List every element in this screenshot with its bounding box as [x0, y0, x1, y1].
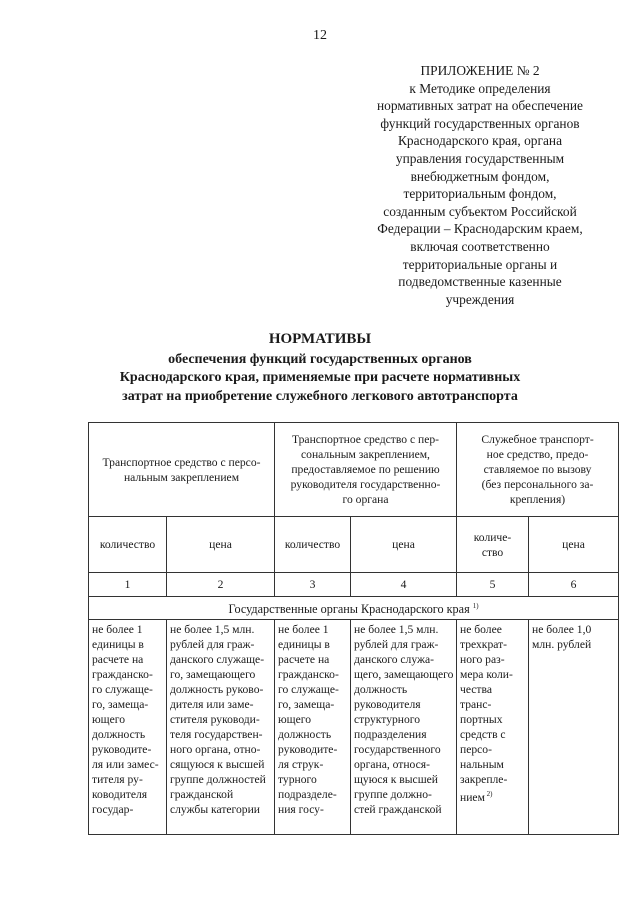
appendix-line: учреждения — [445, 291, 515, 307]
subheader-price — [529, 517, 619, 573]
cell-line: го, замеща- — [92, 698, 149, 712]
cell-line: ющего — [278, 713, 311, 727]
cell-line: транс- — [460, 698, 492, 712]
cell-line: ного раз- — [460, 653, 505, 667]
subheader-line: количе- — [473, 530, 512, 544]
cell-line: персо- — [460, 743, 492, 757]
cell-line: нальным — [460, 758, 504, 772]
cell-line: единицы в — [278, 638, 330, 652]
cell-line: ля струк- — [278, 758, 324, 772]
cell-quantity-by-decision — [275, 620, 351, 835]
subheader-quantity — [457, 517, 529, 573]
appendix-line: Краснодарского края, органа — [397, 133, 563, 149]
cell-line: государственного — [354, 743, 441, 757]
cell-line: щуюся к высшей — [354, 773, 438, 787]
subheader-line: цена — [392, 538, 415, 551]
subheader-line: количество — [284, 538, 341, 551]
cell-line: органа, относя- — [354, 758, 430, 772]
cell-line: чества — [460, 683, 492, 697]
column-number: 6 — [529, 573, 619, 597]
cell-line: подразделения — [354, 728, 427, 742]
cell-line: средств с — [460, 728, 506, 742]
subheader-line: цена — [209, 538, 232, 551]
column-number: 4 — [351, 573, 457, 597]
cell-line: не более 1,5 млн. — [170, 623, 255, 637]
appendix-line: территориальным фондом, — [403, 186, 557, 202]
cell-quantity-on-call — [457, 620, 529, 835]
cell-line: портных — [460, 713, 503, 727]
cell-line: не более 1,5 млн. — [354, 623, 439, 637]
column-number: 1 — [89, 573, 167, 597]
group-header-line: Служебное транспорт- — [481, 433, 594, 446]
cell-line: сящуюся к высшей — [170, 758, 265, 772]
cell-line: должность — [278, 728, 332, 742]
cell-line: службы категории — [170, 803, 261, 817]
cell-line: не более 1 — [278, 623, 329, 637]
cell-line: трехкрат- — [460, 638, 508, 652]
cell-line: го служаще- — [278, 683, 339, 697]
group-header-line: предоставляемое по решению — [291, 463, 440, 476]
group-header-personal — [89, 423, 275, 517]
cell-line: рублей для граж- — [354, 638, 439, 652]
title-line: обеспечения функций государственных органов — [168, 351, 472, 367]
title-line: затрат на приобретение служебного легкового автотранспорта — [122, 388, 518, 404]
document-title — [0, 330, 640, 406]
title-line: Краснодарского края, применяемые при расчете нормативных — [119, 370, 521, 385]
cell-line: закрепле- — [460, 773, 508, 787]
cell-line: ющего — [92, 713, 125, 727]
cell-footnote-mark: 2) — [484, 790, 493, 799]
cell-line: нием $^{2)}$ — [460, 790, 493, 804]
cell-line: теля государствен- — [170, 728, 263, 742]
cell-line: группе должностей — [170, 773, 266, 787]
subheader-line: цена — [562, 538, 585, 551]
group-header-line: (без персонального за- — [481, 478, 594, 491]
cell-line: стей гражданской — [354, 803, 442, 817]
cell-line: ного органа, отно- — [170, 743, 261, 757]
appendix-line: территориальные органы и — [402, 256, 558, 272]
cell-line: должность руково- — [170, 683, 264, 697]
cell-price-by-decision — [351, 620, 457, 835]
subheader-quantity — [89, 517, 167, 573]
appendix-line: внебюджетным фондом, — [410, 168, 550, 184]
cell-line: руководителя — [354, 698, 421, 712]
appendix-line: функций государственных органов — [380, 115, 580, 131]
section-title-text: Государственные органы Краснодарского края — [228, 602, 470, 617]
subheader-price — [167, 517, 275, 573]
group-header-line: го органа — [342, 493, 389, 506]
group-header-on-call — [457, 423, 619, 517]
cell-line: государ- — [92, 803, 134, 817]
subheader-price — [351, 517, 457, 573]
cell-line: расчете на — [278, 653, 330, 667]
cell-line: ля или замес- — [92, 758, 159, 772]
cell-quantity-personal — [89, 620, 167, 835]
cell-line: ководителя — [92, 788, 148, 802]
subheader-line: количество — [99, 538, 156, 551]
cell-line: структурного — [354, 713, 421, 727]
cell-line: данского служа- — [354, 653, 434, 667]
cell-line: рублей для граж- — [170, 638, 255, 652]
cell-line: гражданско- — [92, 668, 153, 682]
appendix-line: управления государственным — [395, 150, 565, 166]
cell-line: руководите- — [92, 743, 152, 757]
appendix-line: к Методике определения — [409, 80, 551, 96]
group-header-line: руководителя государственно- — [290, 478, 441, 491]
cell-price-on-call — [529, 620, 619, 835]
cell-line: расчете на — [92, 653, 144, 667]
title-main: НОРМАТИВЫ — [268, 331, 372, 347]
cell-line: должность — [354, 683, 408, 697]
column-number: 2 — [167, 573, 275, 597]
section-footnote-mark: 1) — [472, 602, 479, 610]
cell-line: щего, замещающего — [354, 668, 454, 682]
cell-line: подразделе- — [278, 788, 337, 802]
appendix-line: нормативных затрат на обеспечение — [376, 98, 583, 114]
cell-line: не более 1,0 — [532, 623, 592, 637]
cell-line: дителя или заме- — [170, 698, 254, 712]
group-header-by-decision — [275, 423, 457, 517]
appendix-line: ПРИЛОЖЕНИЕ № 2 — [420, 63, 540, 78]
cell-line: не более 1 — [92, 623, 143, 637]
group-header-line: Транспортное средство с пер- — [291, 433, 440, 446]
cell-line: должность — [92, 728, 146, 742]
cell-line: мера коли- — [460, 668, 513, 682]
page-number: 12 — [313, 28, 327, 43]
cell-line: группе должно- — [354, 788, 432, 802]
cell-line: го, замеща- — [278, 698, 335, 712]
cell-line: го, замещающего — [170, 668, 256, 682]
cell-line: гражданской — [170, 788, 234, 802]
group-header-line: сональным закреплением, — [301, 448, 430, 461]
appendix-line: включая соответственно — [410, 238, 550, 254]
group-header-line: крепления) — [509, 493, 566, 506]
appendix-line: созданным субъектом Российской — [383, 203, 577, 219]
column-number: 3 — [275, 573, 351, 597]
subheader-line: ство — [481, 545, 504, 559]
cell-line: данского служаще- — [170, 653, 265, 667]
cell-line: гражданско- — [278, 668, 339, 682]
group-header-line: ное средство, предо- — [486, 448, 589, 461]
appendix-line: подведомственные казенные — [398, 274, 562, 290]
cell-line: ния госу- — [278, 803, 324, 817]
cell-line: единицы в — [92, 638, 144, 652]
cell-line: турного — [278, 773, 317, 787]
cell-line: не более — [460, 623, 502, 637]
section-title — [89, 597, 619, 620]
cell-line: стителя руководи- — [170, 713, 260, 727]
cell-line: тителя ру- — [92, 773, 143, 787]
cell-line: млн. рублей — [532, 638, 592, 652]
appendix-line: Федерации – Краснодарским краем, — [377, 221, 583, 237]
norms-table — [88, 422, 619, 835]
group-header-line: нальным закреплением — [123, 470, 240, 484]
cell-line: го служаще- — [92, 683, 153, 697]
group-header-line: ставляемое по вызову — [483, 463, 592, 476]
subheader-quantity — [275, 517, 351, 573]
cell-price-personal — [167, 620, 275, 835]
cell-line: руководите- — [278, 743, 338, 757]
column-number: 5 — [457, 573, 529, 597]
appendix-heading — [340, 62, 620, 308]
group-header-line: Транспортное средство с персо- — [102, 455, 261, 469]
